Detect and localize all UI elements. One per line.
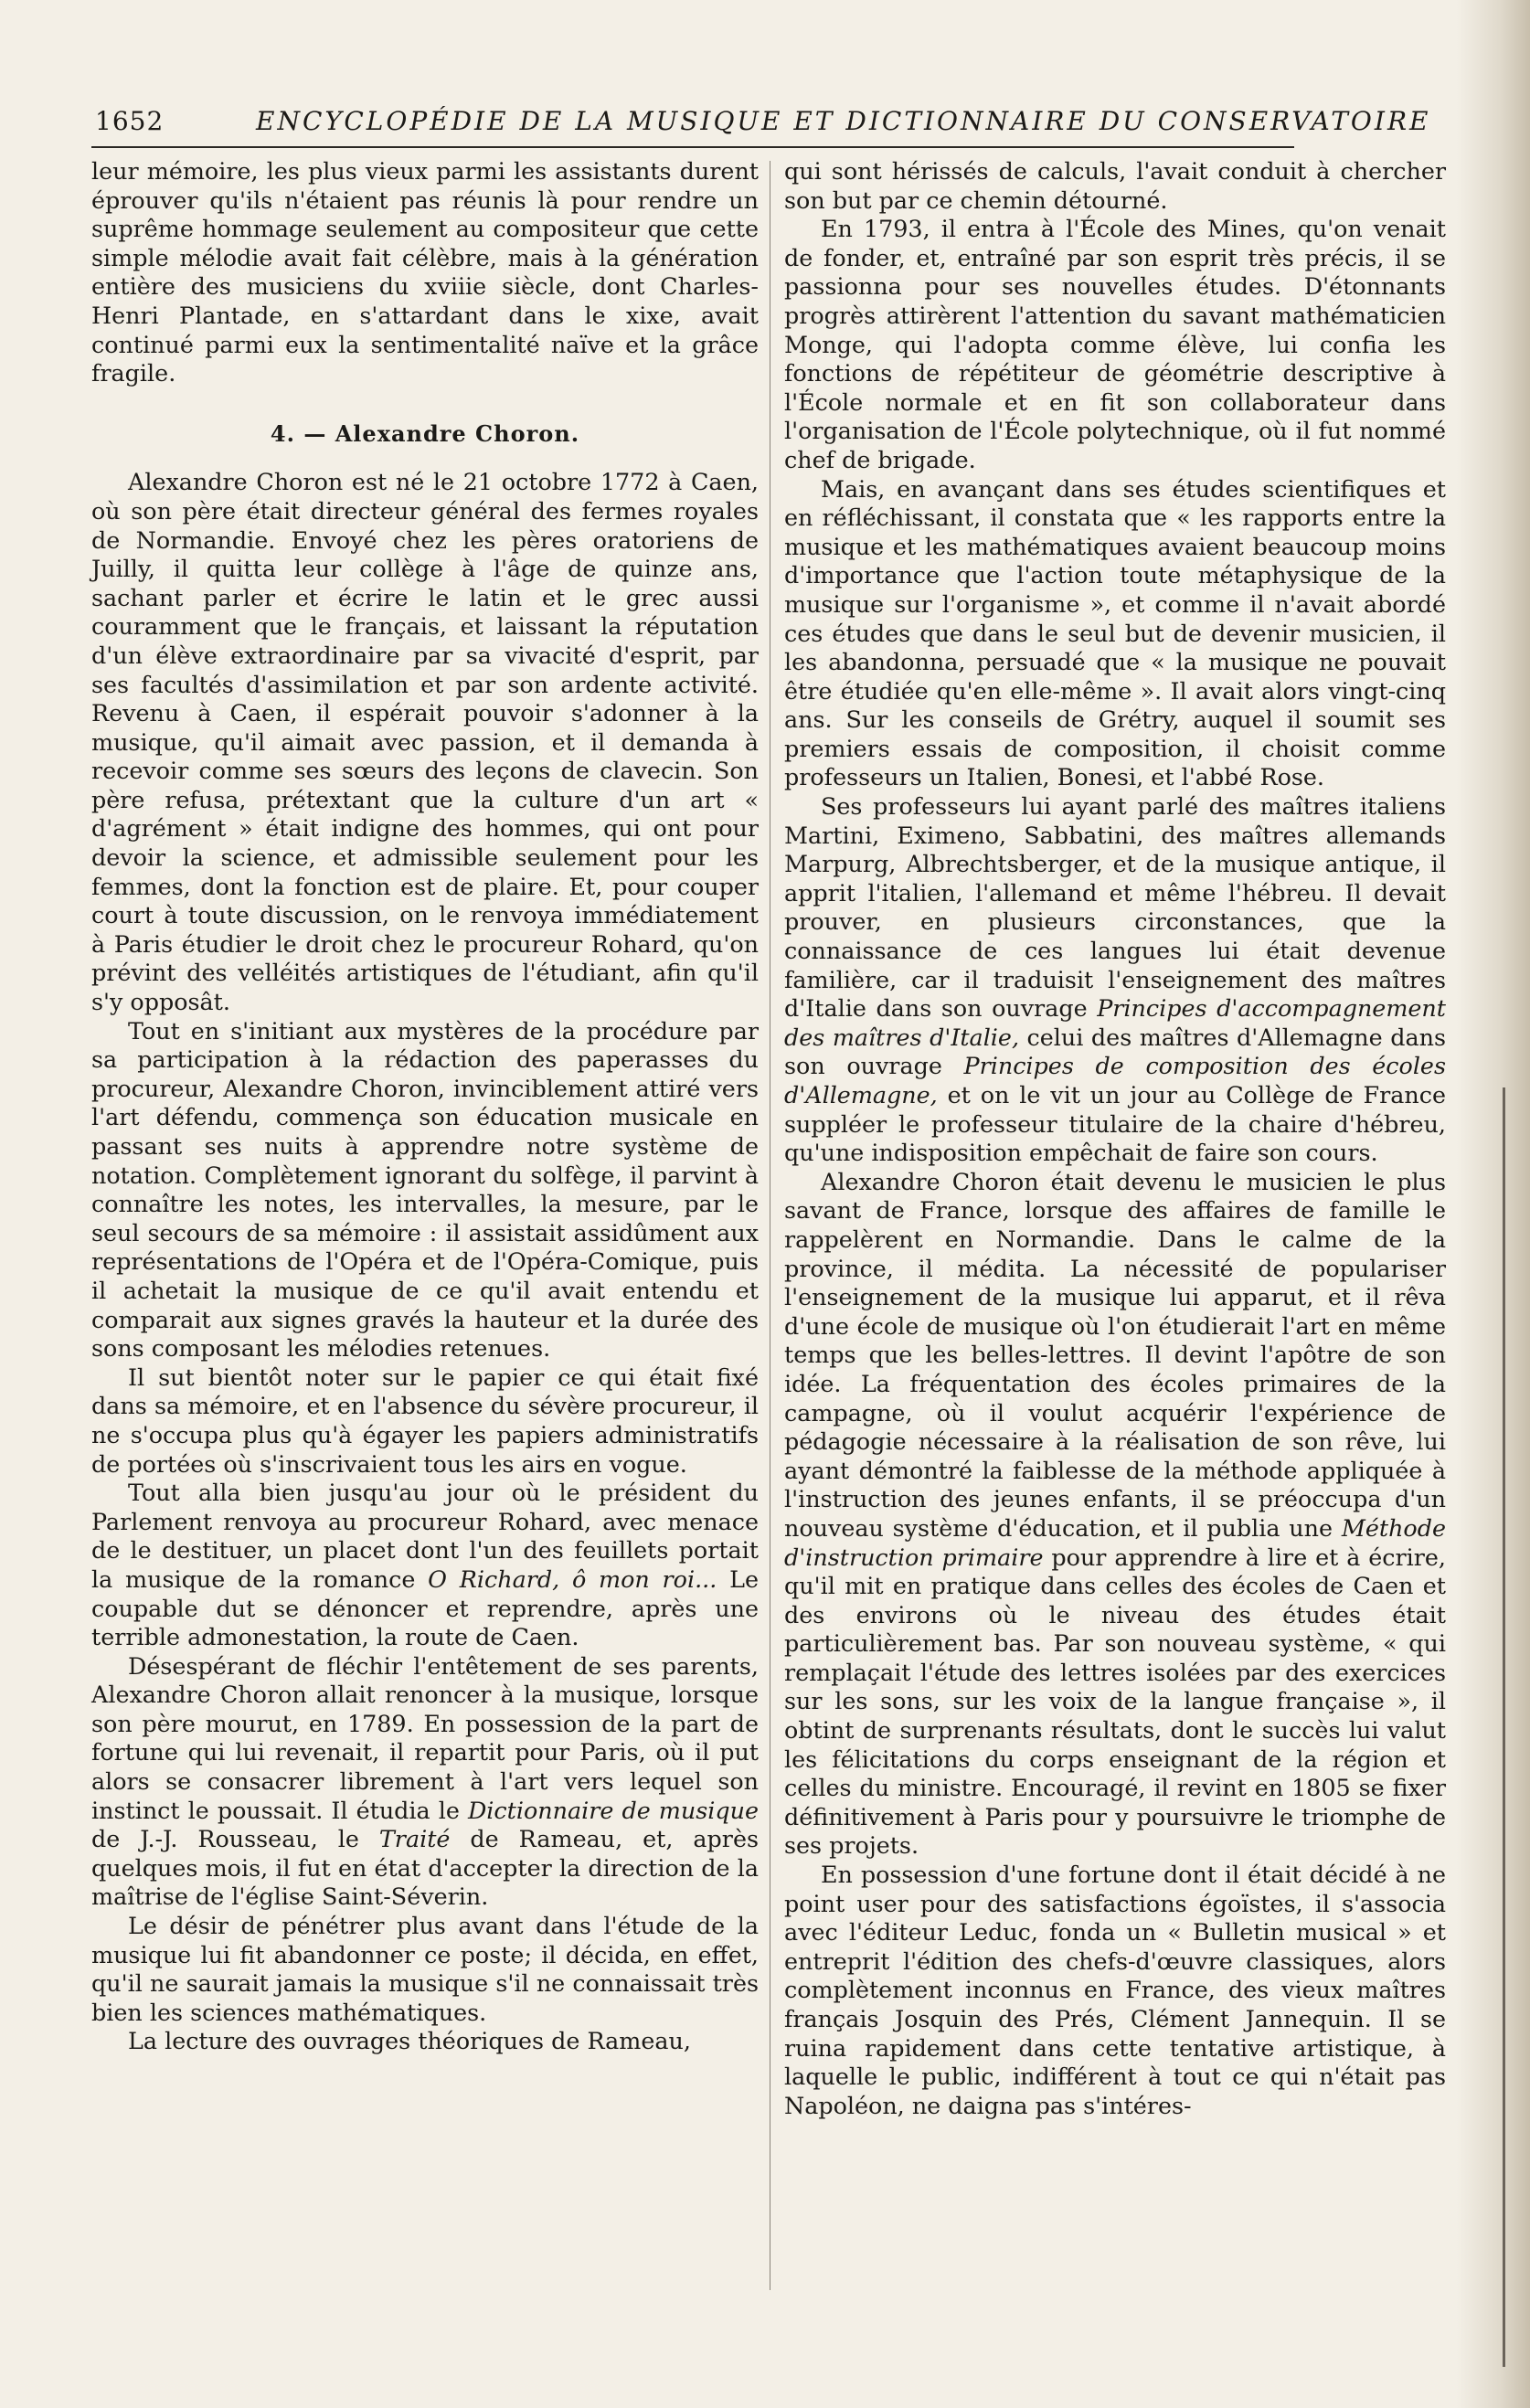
text-run: Ses professeurs lui ayant parlé des maîtres italiens Martini, Eximeno, Sabbatini, des maîtres allemands Marpurg, Albrechtsberger, et de la musique antique, il apprit l'italien, l'allemand et même l'hébreu. Il devait prouver, en plusieurs circonstances, que la connaissance de ces langues lui était devenue familière, car il traduisit l'enseignement des maîtres d'Italie dans son ouvrage <box>784 792 1446 1023</box>
paragraph: Il sut bientôt noter sur le papier ce qui était fixé dans sa mémoire, et en l'absence du sévère procureur, il ne s'occupa plus qu'à égayer les papiers administratifs de portées où s'inscrivaient tous les airs en vogue. <box>91 1363 759 1478</box>
paragraph <box>784 1168 1446 1861</box>
paragraph <box>91 1479 759 1652</box>
paragraph: Tout en s'initiant aux mystères de la procédure par sa participation à la rédaction des paperasses du procureur, Alexandre Choron, invinciblement attiré vers l'art défendu, commença son éducation musicale en passant ses nuits à apprendre notre système de notation. Complètement ignorant du solfège, il parvint à connaître les notes, les intervalles, la mesure, par le seul secours de sa mémoire : il assistait assidûment aux représentations de l'Opéra et de l'Opéra-Comique, puis il achetait la musique de ce qu'il avait entendu et comparait aux signes gravés la hauteur et la durée des sons composant les mélodies retenues. <box>91 1016 759 1363</box>
text-run: et on le vit un jour au Collège de France suppléer le professeur titulaire de la chaire d'hébreu, qu'une indisposition empêchait de faire son cours. <box>784 1081 1446 1167</box>
paragraph: La lecture des ouvrages théoriques de Rameau, <box>128 2027 691 2055</box>
page-number: 1652 <box>95 106 165 136</box>
italic-title: O Richard, ô mon roi... <box>428 1565 717 1593</box>
italic-title: Méthode d'instruction primaire <box>784 1513 1446 1571</box>
right-column <box>784 157 1446 2120</box>
text-run: de J.-J. Rousseau, le <box>91 1825 379 1853</box>
page-edge-shadow <box>1457 0 1530 2408</box>
text-run: celui des maîtres d'Allemagne dans son ouvrage <box>784 1023 1446 1080</box>
paragraph: qui sont hérissés de calculs, l'avait conduit à chercher son but par ce chemin détourné. <box>784 157 1446 214</box>
text-run: pour apprendre à lire et à écrire, qu'il mit en pratique dans celles des écoles de Caen et des environs où le niveau des études était particulièrement bas. Par son nouveau système, « qui remplaçait l'étude des lettres isolées par des exercices sur les sons, sur les voix de la langue française », il obtint de surprenants résultats, dont le succès lui valut les félicitations du corps enseignant de la région et celles du ministre. Encouragé, il revint en 1805 se fixer définitivement à Paris pour y poursuivre le triomphe de ses projets. <box>784 1543 1446 1860</box>
text-run: Désespérant de fléchir l'entêtement de ses parents, Alexandre Choron allait renoncer à la musique, lorsque son père mourut, en 1789. En possession de la part de fortune qui lui revenait, il repartit pour Paris, où il put alors se consacrer librement à l'art vers lequel son instinct le poussait. Il étudia le <box>91 1651 759 1824</box>
paragraph: Alexandre Choron est né le 21 octobre 1772 à Caen, où son père était directeur général des fermes royales de Normandie. Envoyé chez les pères oratoriens de Juilly, il quitta leur collège à l'âge de quinze ans, sachant parler et écrire le latin et le grec aussi couramment que le français, et laissant la réputation d'un élève extraordinaire par sa vivacité d'esprit, par ses facultés d'assimilation et par son ardente activité. Revenu à Caen, il espérait pouvoir s'adonner à la musique, qu'il aimait avec passion, et il demanda à recevoir comme ses sœurs des leçons de clavecin. Son père refusa, prétextant que la culture d'un art « d'agrément » était indigne des hommes, qui ont pour devoir la science, et admissible seulement pour les femmes, dont la fonction est de plaire. Et, pour couper court à toute discussion, on le renvoya immédiatement à Paris étudier le droit chez le procureur Rohard, qu'on prévint des velléités artistiques de l'étudiant, afin qu'il s'y opposât. <box>91 468 759 1016</box>
text-run: Le coupable dut se dénoncer et reprendre, après une terrible admonestation, la route de Caen. <box>91 1565 759 1651</box>
italic-title: Dictionnaire de musique <box>467 1796 759 1824</box>
text-run: Alexandre Choron était devenu le musicien le plus savant de France, lorsque des affaires de famille le rappelèrent en Normandie. Dans le calme de la province, il médita. La nécessité de populariser l'enseignement de la musique lui apparut, et il rêva d'une école de musique où l'on étudierait l'art en même temps que les belles-lettres. Il devint l'apôtre de son idée. La fréquentation des écoles primaires de la campagne, où il voulut acquérir l'expérience de pédagogie nécessaire à la réalisation de son rêve, lui ayant démontré la faiblesse de la méthode appliquée à l'instruction des jeunes enfants, il se préoccupa d'un nouveau système d'éducation, et il publia une <box>784 1167 1446 1542</box>
text-run: Tout alla bien jusqu'au jour où le président du Parlement renvoya au procureur Rohard, avec menace de le destituer, un placet dont l'un des feuillets portait la musique de la romance <box>91 1479 759 1593</box>
italic-title: Traité <box>378 1825 451 1853</box>
section-heading: 4. — Alexandre Choron. <box>270 419 580 447</box>
paragraph: Le désir de pénétrer plus avant dans l'étude de la musique lui fit abandonner ce poste; il décida, en effet, qu'il ne saurait jamais la musique s'il ne connaissait très bien les sciences mathématiques. <box>91 1912 759 2026</box>
paragraph: En possession d'une fortune dont il était décidé à ne point user pour des satisfactions égoïstes, il s'associa avec l'éditeur Leduc, fonda un « Bulletin musical » et entreprit l'édition des chefs-d'œuvre classiques, alors complètement inconnus en France, des vieux maîtres français Josquin des Prés, Clément Jannequin. Il se ruina rapidement dans cette tentative artistique, à laquelle le public, indifférent à tout ce qui n'était pas Napoléon, ne daigna pas s'intéres- <box>784 1861 1446 2119</box>
left-column <box>91 157 759 2056</box>
paragraph: En 1793, il entra à l'École des Mines, qu'on venait de fonder, et, entraîné par son esprit très précis, il se passionna pour ses nouvelles études. D'étonnants progrès attirèrent l'attention du savant mathématicien Monge, qui l'adopta comme élève, lui confia les fonctions de répétiteur de géométrie descriptive à l'École normale et en fit son collaborateur dans l'organisation de l'École polytechnique, où il fut nommé chef de brigade. <box>784 215 1446 473</box>
italic-title: Principes de composition des écoles d'Allemagne, <box>784 1052 1446 1109</box>
italic-title: Principes d'accompagnement des maîtres d'Italie, <box>784 994 1446 1051</box>
running-title: ENCYCLOPÉDIE DE LA MUSIQUE ET DICTIONNAIRE DU CONSERVATOIRE <box>256 106 1431 136</box>
paragraph <box>91 1652 759 1912</box>
page-header <box>91 106 1431 148</box>
paragraph: Mais, en avançant dans ses études scientifiques et en réfléchissant, il constata que « les rapports entre la musique et les mathématiques avaient beaucoup moins d'importance que l'action toute métaphysique de la musique sur l'organisme », et comme il n'avait abordé ces études que dans le seul but de devenir musicien, il les abandonna, persuadé que « la musique ne pouvait être étudiée qu'en elle-même ». Il avait alors vingt-cinq ans. Sur les conseils de Grétry, auquel il soumit ses premiers essais de composition, il choisit comme professeurs un Italien, Bonesi, et l'abbé Rose. <box>784 474 1446 791</box>
text-run: de Rameau, et, après quelques mois, il fut en état d'accepter la direction de la maîtrise de l'église Saint-Séverin. <box>91 1825 760 1911</box>
paragraph: leur mémoire, les plus vieux parmi les assistants durent éprouver qu'ils n'étaient pas réunis là pour rendre un suprême hommage seulement au compositeur que cette simple mélodie avait fait célèbre, mais à la génération entière des musiciens du xviiie siècle, dont Charles-Henri Plantade, en s'attardant dans le xixe, avait continué parmi eux la sentimentalité naïve et la grâce fragile. <box>91 157 759 387</box>
paragraph <box>784 792 1446 1168</box>
page-edge-line <box>1503 1087 1505 2367</box>
